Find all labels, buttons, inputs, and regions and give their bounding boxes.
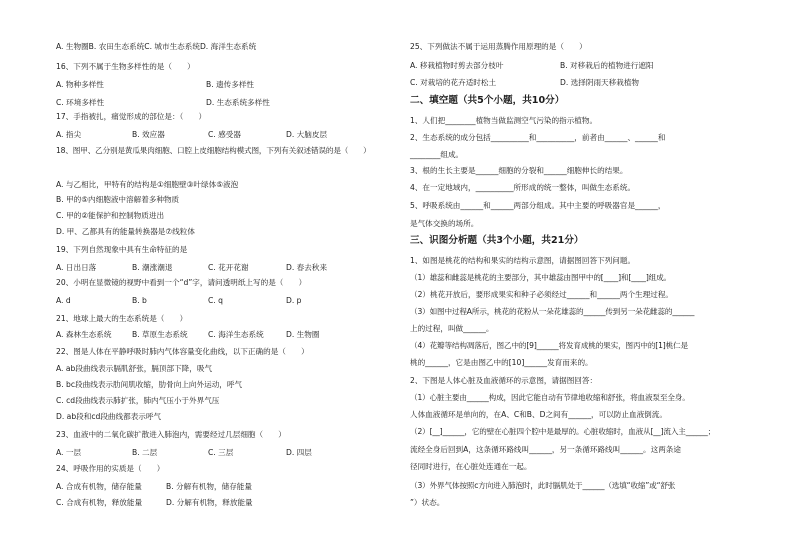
q25-option-a: A. 移栽植物时剪去部分枝叶: [410, 61, 504, 70]
q19-option-a: A. 日出日落: [56, 263, 97, 272]
q23-option-c: C. 三层: [208, 448, 234, 457]
q20-option-a: A. d: [56, 296, 71, 305]
fill-q5-cont: 是气体交换的场所。: [410, 219, 479, 228]
q20-option-c: C. q: [208, 296, 223, 305]
analysis-q1-4: （4）花瓣等结构凋落后，图乙中的[9]______将发育成桃的果实，图丙中的[1]桃仁是: [410, 341, 688, 350]
fill-q4: 4、在一定地域内，__________所形成的统一整体，叫做生态系统。: [410, 183, 636, 192]
fill-q3: 3、根的生长主要是______细胞的分裂和______细胞伸长的结果。: [410, 166, 628, 175]
fill-q2-cont: ________组成。: [410, 150, 464, 159]
analysis-q2-2-cont: 流经全身后回到A，这条循环路线叫______，另一条循环路线叫______。这两条途: [410, 445, 681, 454]
q18-option-c: C. 甲的②能保护和控制物质进出: [56, 211, 165, 220]
q25-option-b: B. 对移栽后的植物进行遮阳: [560, 61, 654, 70]
q24-option-d: D. 分解有机物，释放能量: [166, 498, 253, 507]
q19-option-d: D. 春去秋来: [286, 263, 328, 272]
q20-option-b: B. b: [132, 296, 147, 305]
analysis-q2-2-end: 径同时进行，在心脏处连通在一起。: [410, 462, 532, 471]
q22-option-b: B. bc段曲线表示肋间肌收缩，肋骨向上向外运动，呼气: [56, 380, 243, 389]
q17-option-a: A. 指尖: [56, 130, 82, 139]
q25-stem: 25、下列做法不属于运用蒸腾作用原理的是（ ）: [410, 42, 587, 51]
section-analysis-heading: 三、识图分析题（共3个小题，共21分）: [410, 235, 584, 246]
fill-q5: 5、呼吸系统由______和______两部分组成。其中主要的呼吸器官是______，: [410, 201, 666, 210]
q16-option-d: D. 生态系统多样性: [206, 98, 270, 107]
q24-option-b: B. 分解有机物，储存能量: [166, 482, 252, 491]
analysis-q1-1: （1）雄蕊和雌蕊是桃花的主要部分，其中雄蕊由图甲中的[____]和[____]组成。: [410, 273, 671, 282]
q24-option-a: A. 合成有机物，储存能量: [56, 482, 142, 491]
q21-option-a: A. 森林生态系统: [56, 330, 112, 339]
q17-option-c: C. 感受器: [208, 130, 241, 139]
q22-option-a: A. ab段曲线表示膈肌舒张，膈顶部下降，吸气: [56, 364, 213, 373]
analysis-q2-stem: 2、下图是人体心脏及血液循环的示意图，请据图回答：: [410, 376, 598, 385]
q15-options: A. 生物圈B. 农田生态系统C. 城市生态系统D. 海洋生态系统: [56, 42, 257, 51]
analysis-q2-3: （3）外界气体按照c方向进入肺泡时，此时膈肌处于______（选填“收缩”或“舒张: [410, 481, 676, 490]
q19-stem: 19、下列自然现象中具有生命特征的是: [56, 245, 188, 254]
q20-option-d: D. p: [286, 296, 302, 305]
q21-option-b: B. 草原生态系统: [132, 330, 188, 339]
analysis-q2-1: （1）心脏主要由______构成，因此它能自动有节律地收缩和舒张，将血液泵至全身。: [410, 393, 690, 402]
q18-option-b: B. 甲的⑤内细胞液中溶解着多种物质: [56, 195, 180, 204]
q22-option-c: C. cd段曲线表示肺扩张，肺内气压小于外界气压: [56, 396, 220, 405]
fill-q1: 1、人们把________植物当做监测空气污染的指示植物。: [410, 116, 598, 125]
analysis-q1-stem: 1、如图是桃花的结构和果实的结构示意图，请据图回答下列问题。: [410, 256, 636, 265]
analysis-q1-3-cont: 上的过程，叫做______。: [410, 324, 494, 333]
q18-option-a: A. 与乙相比，甲特有的结构是①细胞壁③叶绿体⑤液泡: [56, 180, 239, 189]
q19-option-c: C. 花开花谢: [208, 263, 249, 272]
q17-stem: 17、手指被扎，痛觉形成的部位是：（ ）: [56, 112, 207, 121]
q24-option-c: C. 合成有机物，释放能量: [56, 498, 143, 507]
q16-option-c: C. 环境多样性: [56, 98, 105, 107]
q23-stem: 23、血液中的二氧化碳扩散进入肺泡内，需要经过几层细胞（ ）: [56, 430, 286, 439]
q21-option-c: C. 海洋生态系统: [208, 330, 264, 339]
q16-option-a: A. 物种多样性: [56, 80, 104, 89]
q23-option-b: B. 二层: [132, 448, 158, 457]
q18-stem: 18、图甲、乙分别是黄瓜果肉细胞、口腔上皮细胞结构模式图，下列有关叙述错误的是（ ）: [56, 146, 371, 155]
q24-stem: 24、呼吸作用的实质是（ ）: [56, 464, 165, 473]
analysis-q2-2: （2）[__]______，它的壁在心脏四个腔中是最厚的。心脏收缩时，血液从[__]流入主______；: [410, 427, 716, 436]
q23-option-a: A. 一层: [56, 448, 82, 457]
q18-option-d: D. 甲、乙都具有的能量转换器是⑦线粒体: [56, 227, 195, 236]
q25-option-c: C. 对栽培的花卉适时松土: [410, 78, 497, 87]
q17-option-b: B. 效应器: [132, 130, 165, 139]
q20-stem: 20、小明在显微镜的视野中看到一个“d”字，请问透明纸上写的是（ ）: [56, 278, 307, 287]
analysis-q2-1-cont: 人体血液循环是单向的，在A、C和B、D之间有______，可以防止血液倒流。: [410, 410, 667, 419]
q25-option-d: D. 选择阴雨天移栽植物: [560, 78, 640, 87]
analysis-q1-2: （2）桃花开放后，要形成果实和种子必须经过______和______两个生理过程。: [410, 290, 674, 299]
q22-stem: 22、图是人体在平静呼吸时肺内气体容量变化曲线，以下正确的是（ ）: [56, 347, 309, 356]
analysis-q2-3-cont: ”）状态。: [410, 498, 445, 507]
section-fill-heading: 二、填空题（共5个小题，共10分）: [410, 95, 565, 106]
q17-option-d: D. 大脑皮层: [286, 130, 328, 139]
fill-q2: 2、生态系统的成分包括__________和__________，前者由______、______和: [410, 133, 666, 142]
q22-option-d: D. ab段和cd段曲线都表示呼气: [56, 412, 162, 421]
analysis-q1-4-cont: 桃的______，它是由图乙中的[10]______发育而来的。: [410, 358, 593, 367]
q16-option-b: B. 遗传多样性: [206, 80, 255, 89]
q16-stem: 16、下列不属于生物多样性的是（ ）: [56, 62, 195, 71]
q19-option-b: B. 潮涨潮退: [132, 263, 173, 272]
q21-stem: 21、地球上最大的生态系统是（ ）: [56, 314, 188, 323]
q23-option-d: D. 四层: [286, 448, 312, 457]
analysis-q1-3: （3）如图中过程A所示，桃花的花粉从一朵花雄蕊的______传到另一朵花雌蕊的______: [410, 307, 695, 316]
q21-option-d: D. 生物圈: [286, 330, 320, 339]
